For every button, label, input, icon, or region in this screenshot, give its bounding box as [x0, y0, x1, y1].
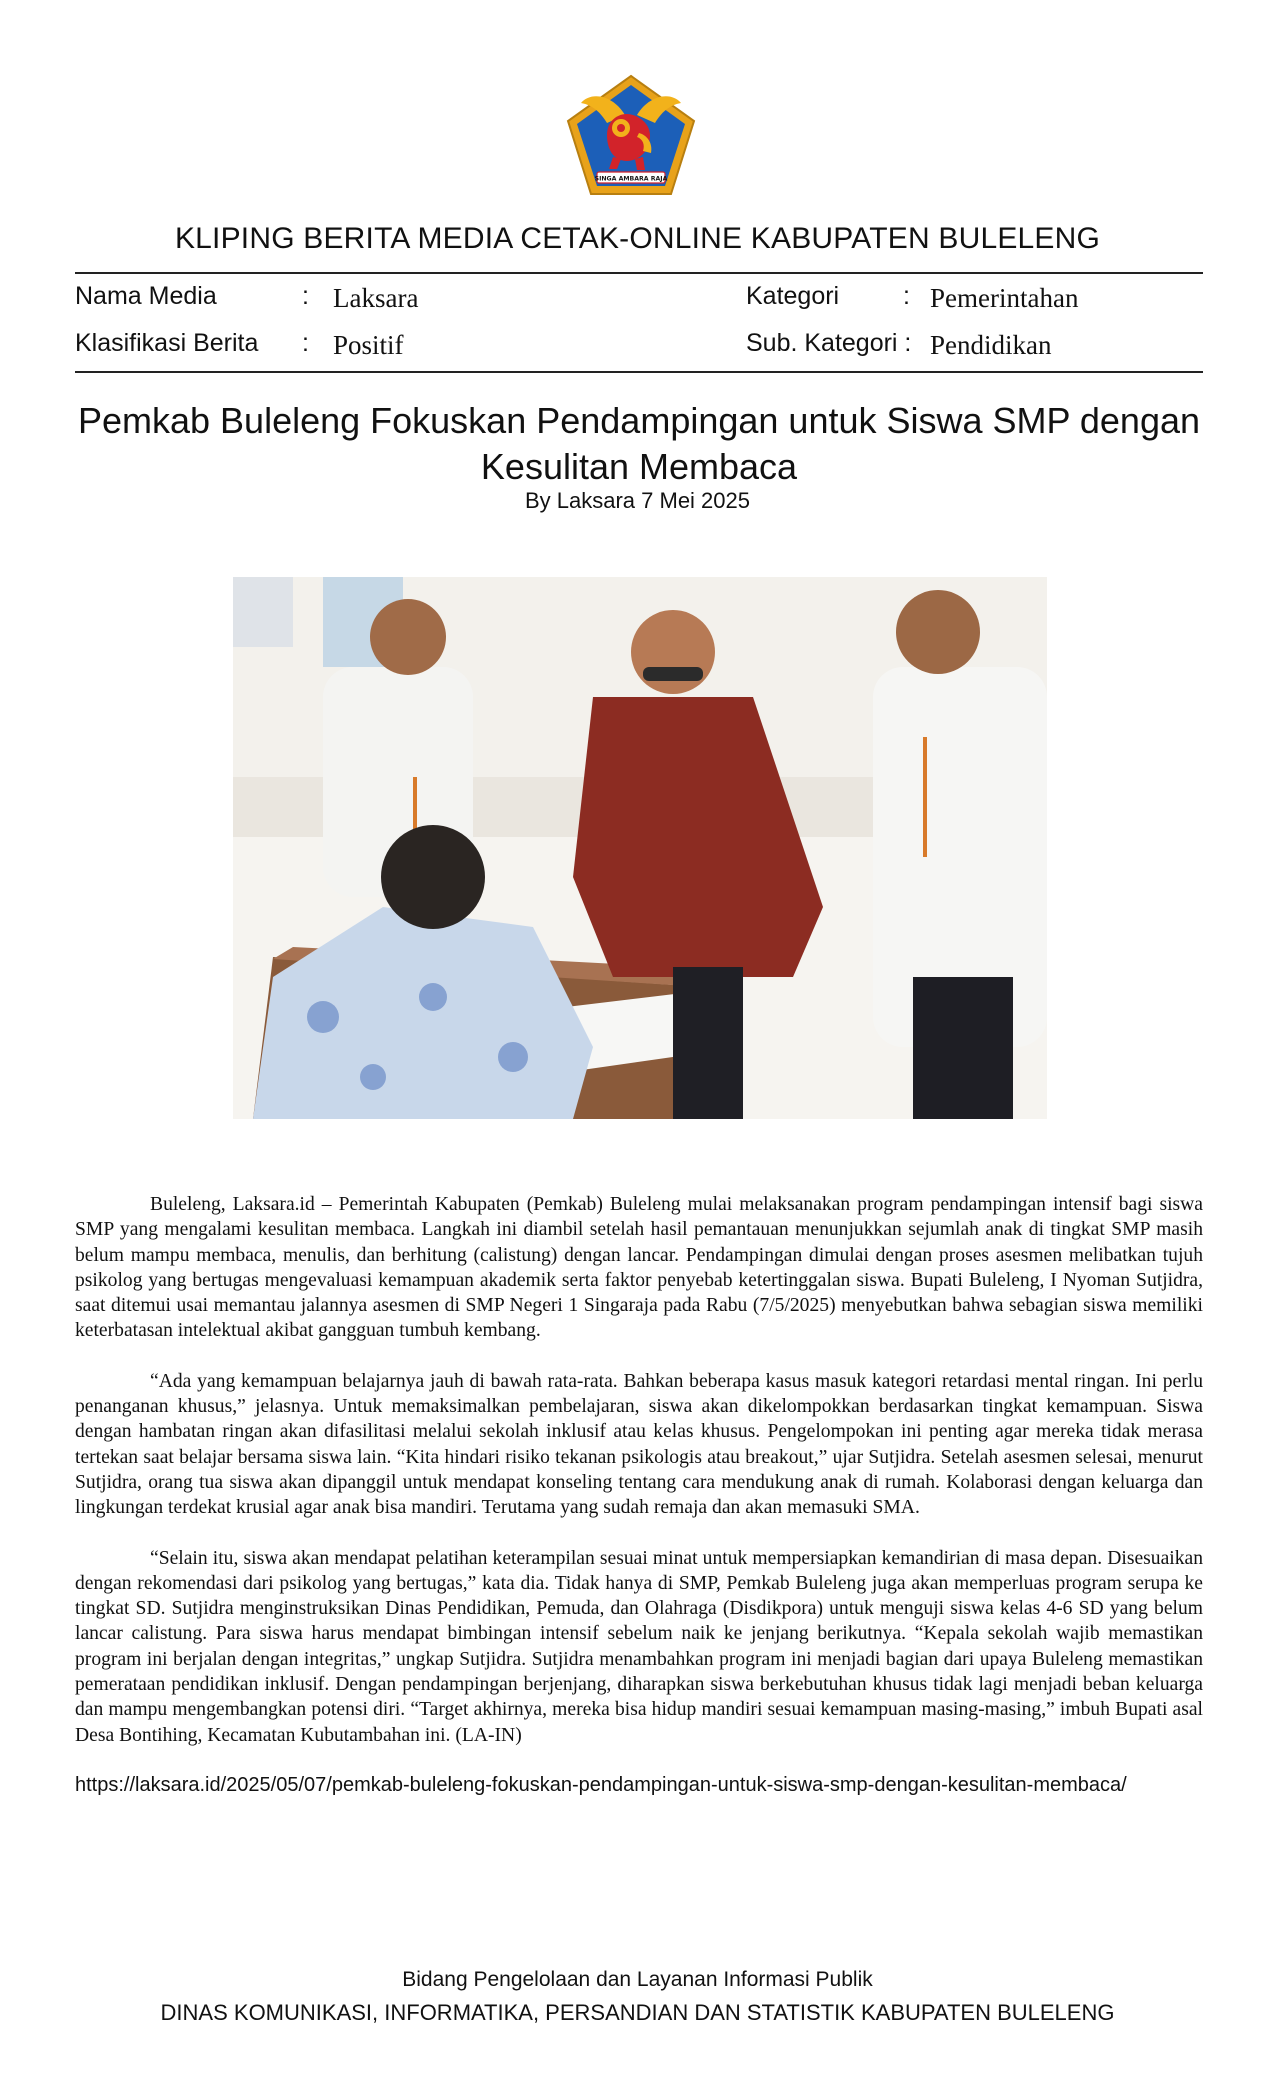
meta-sub-kategori-label: Sub. Kategori :: [746, 329, 912, 357]
document-header-title: KLIPING BERITA MEDIA CETAK-ONLINE KABUPATEN BULELENG: [174, 222, 1101, 255]
buleleng-regency-logo: [563, 73, 699, 199]
meta-kategori-value: Pemerintahan: [930, 283, 1079, 313]
article-photo: [233, 577, 1047, 1119]
meta-klasifikasi-label: Klasifikasi Berita: [75, 329, 259, 357]
meta-klasifikasi-colon: :: [302, 329, 309, 357]
meta-nama-media-label: Nama Media: [75, 282, 217, 310]
meta-klasifikasi-value: Positif: [333, 330, 404, 360]
header-divider-top: [75, 272, 1203, 274]
meta-nama-media-value: Laksara: [333, 283, 419, 313]
footer-agency: DINAS KOMUNIKASI, INFORMATIKA, PERSANDIAN DAN STATISTIK KABUPATEN BULELENG: [160, 2000, 1115, 2025]
article-byline: By Laksara 7 Mei 2025: [524, 488, 751, 513]
logo-banner-text: SINGA AMBARA RAJA: [594, 175, 668, 183]
article-paragraph: “Selain itu, siswa akan mendapat pelatihan keterampilan sesuai minat untuk mempersiapkan kemandirian di masa depan. Disesuaikan dengan rekomendasi dari psikolog yang bertugas,” kata dia. Tidak hanya di SMP, Pemkab Buleleng juga akan memperluas program serupa ke tingkat SD. Sutjidra menginstruksikan Dinas Pendidikan, Pemuda, dan Olahraga (Disdikpora) untuk menguji siswa kelas 4-6 SD yang belum lancar calistung. Para siswa harus mendapat bimbingan intensif sebelum naik ke jenjang berikutnya. “Kepala sekolah wajib memastikan program ini berjalan dengan integritas,” ungkap Sutjidra. Sutjidra menambahkan program ini menjadi bagian dari upaya Buleleng memastikan pemerataan pendidikan inklusif. Dengan pendampingan berjenjang, diharapkan siswa berkebutuhan khusus tidak lagi menjadi beban keluarga dan mampu mengembangkan potensi diri. “Target akhirnya, mereka bisa hidup mandiri sesuai kemampuan masing-masing,” imbuh Bupati asal Desa Bontihing, Kecamatan Kubutambahan ini. (LA-IN): [75, 1547, 1203, 1746]
article-source-url: https://laksara.id/2025/05/07/pemkab-buleleng-fokuskan-pendampingan-untuk-siswa-smp-dengan-kesulitan-membaca/: [75, 1774, 1127, 1796]
article-paragraph: “Ada yang kemampuan belajarnya jauh di bawah rata-rata. Bahkan beberapa kasus masuk kategori retardasi mental ringan. Ini perlu penanganan khusus,” jelasnya. Untuk memaksimalkan pembelajaran, siswa akan dikelompokkan berdasarkan tingkat kemampuan. Siswa dengan hambatan ringan akan difasilitasi melalui sekolah inklusif atau kelas khusus. Pengelompokan ini penting agar mereka tidak merasa tertekan saat belajar bersama siswa lain. “Kita hindari risiko tekanan psikologis atau breakout,” ujar Sutjidra. Setelah asesmen selesai, menurut Sutjidra, orang tua siswa akan dipanggil untuk mendapat konseling tentang cara mendukung anak di rumah. Kolaborasi dengan keluarga dan lingkungan terdekat krusial agar anak bisa mandiri. Terutama yang sudah remaja dan akan memasuki SMA.: [75, 1370, 1203, 1519]
article-title: Pemkab Buleleng Fokuskan Pendampingan untuk Siswa SMP dengan Kesulitan Membaca: [77, 400, 1201, 487]
meta-nama-media-colon: :: [302, 282, 309, 310]
meta-sub-kategori-value: Pendidikan: [930, 330, 1052, 360]
meta-kategori-label: Kategori: [746, 282, 840, 310]
article-paragraph: Buleleng, Laksara.id – Pemerintah Kabupaten (Pemkab) Buleleng mulai melaksanakan program pendampingan intensif bagi siswa SMP yang mengalami kesulitan membaca. Langkah ini diambil setelah hasil pemantauan menunjukkan sejumlah anak di tingkat SMP masih belum mampu membaca, menulis, dan berhitung (calistung) dengan lancar. Pendampingan dimulai dengan proses asesmen melibatkan tujuh psikolog yang bertugas mengevaluasi kemampuan akademik serta faktor penyebab ketertinggalan siswa. Bupati Buleleng, I Nyoman Sutjidra, saat ditemui usai memantau jalannya asesmen di SMP Negeri 1 Singaraja pada Rabu (7/5/2025) menyebutkan bahwa sebagian siswa memiliki keterbatasan intelektual akibat gangguan tumbuh kembang.: [75, 1194, 1203, 1342]
header-divider-bottom: [75, 371, 1203, 373]
article-body: [75, 1192, 1203, 1773]
meta-kategori-colon: :: [903, 282, 910, 310]
footer-division: Bidang Pengelolaan dan Layanan Informasi Publik: [402, 1968, 873, 1991]
